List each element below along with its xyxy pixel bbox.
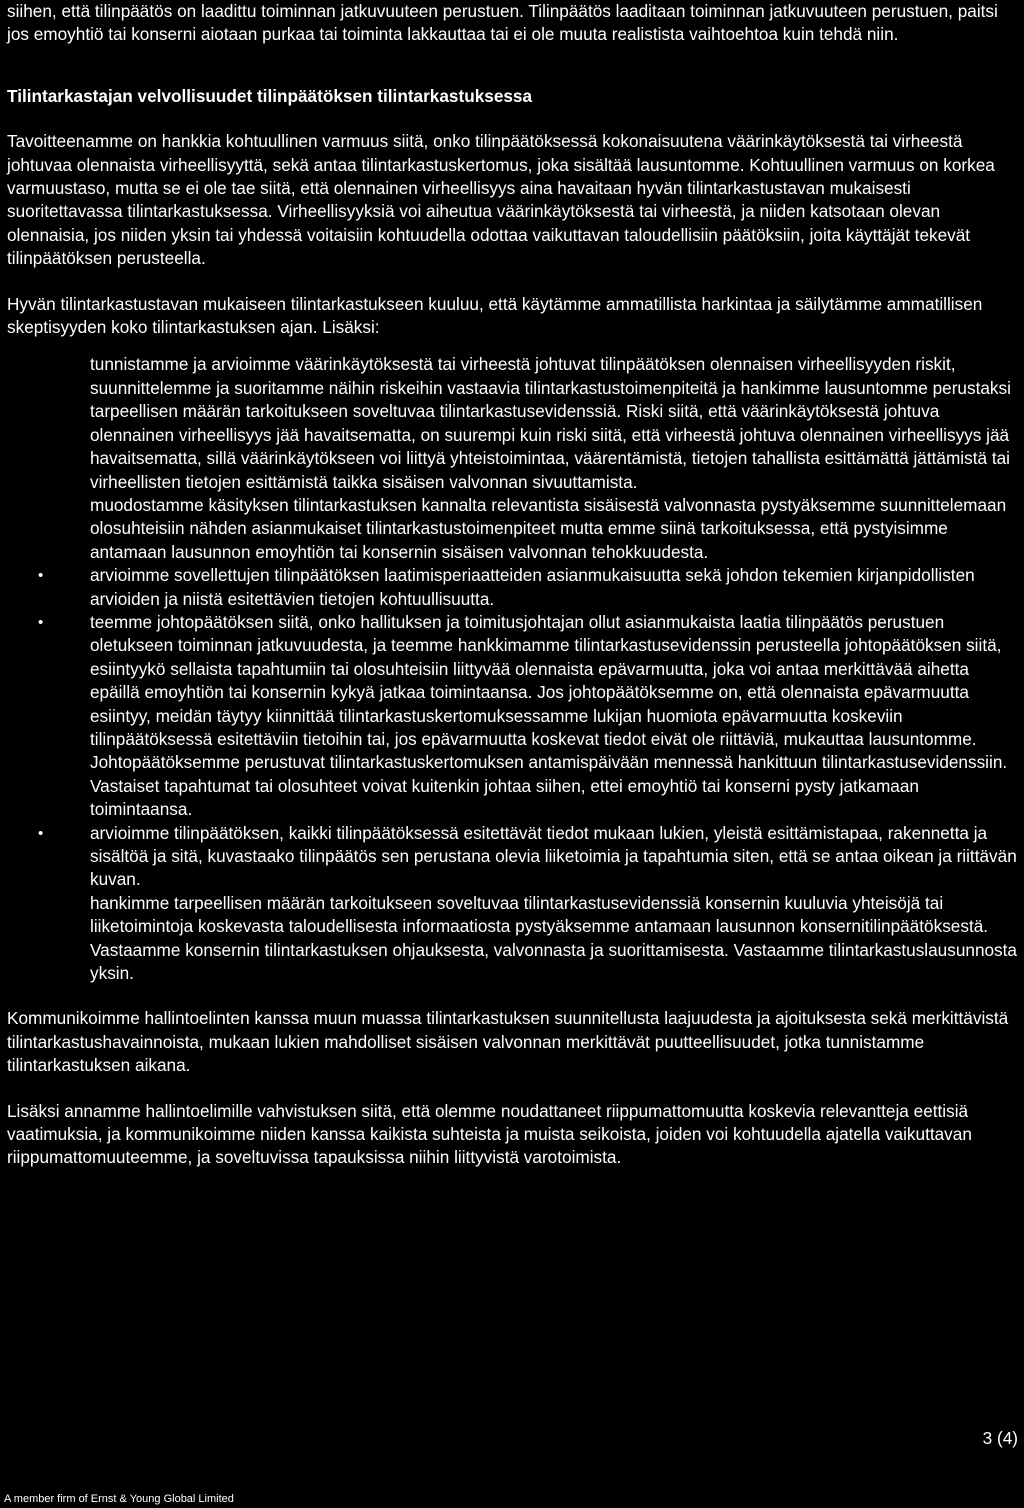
section-heading: Tilintarkastajan velvollisuudet tilinpäätöksen tilintarkastuksessa [7, 85, 533, 106]
paragraph-objective: Tavoitteenamme on hankkia kohtuullinen varmuus siitä, onko tilinpäätöksessä kokonaisuutena väärinkäytöksestä tai virheestä johtuvaa olennaista virheellisyyttä, sekä antaa tilintarkastuskertomus, joka sisältää lausuntomme. Kohtuullinen varmuus on korkea varmuustaso, mutta se ei ole tae siitä, että olennainen virheellisyys aina havaitaan hyvän tilintarkastustavan mukaisesti suoritettavassa tilintarkastuksessa. Virheellisyyksiä voi aiheutua väärinkäytöksestä tai virheestä, ja niiden katsotaan olevan olennaisia, jos niiden yksin tai yhdessä voitaisiin kohtuudella odottaa vaikuttavan taloudellisiin päätöksiin, joita käyttäjät tekevät tilinpäätöksen perusteella. [7, 131, 995, 269]
list-item-text: muodostamme käsityksen tilintarkastuksen kannalta relevantista sisäisestä valvonnasta pystyäksemme suunnittelemaan olosuhteisiin nähden asianmukaiset tilintarkastustoimenpiteet mutta emme siinä tarkoituksessa, että pystyisimme antamaan lausunnon emoyhtiön tai konsernin sisäisen valvonnan tehokkuudesta. [90, 494, 1007, 562]
list-item [7, 611, 1019, 822]
bullet-marker: • [38, 567, 44, 585]
document-page [7, 0, 1019, 1170]
list-item-text: arvioimme tilinpäätöksen, kaikki tilinpäätöksessä esitettävät tiedot mukaan lukien, yleistä esittämistapaa, rakennetta ja sisältöä ja sitä, kuvastaako tilinpäätös sen perustana olevia liiketoimia ja tapahtumia siten, että se antaa oikean ja riittävän kuvan. [90, 822, 1017, 890]
list-item-text: arvioimme sovellettujen tilinpäätöksen laatimisperiaatteiden asianmukaisuutta sekä johdon tekemien kirjanpidollisten arvioiden ja niistä esitettävien tietojen kohtuullisuutta. [90, 565, 975, 609]
list-item-text: hankimme tarpeellisen määrän tarkoitukseen soveltuvaa tilintarkastusevidenssiä konsernin kuuluvia yhteisöjä tai liiketoimintoja koskevasta taloudellisesta informaatiosta pystyäksemme antamaan lausunnon konsernitilinpäätöksestä. Vastaamme konsernin tilintarkastuksen ohjauksesta, valvonnasta ja suorittamisesta. Vastaamme tilintarkastuslausunnosta yksin. [90, 892, 1017, 984]
list-item [7, 494, 1019, 564]
paragraph-audit-approach: Hyvän tilintarkastustavan mukaiseen tilintarkastukseen kuuluu, että käytämme ammatillista harkintaa ja säilytämme ammatillisen skeptisyyden koko tilintarkastuksen ajan. Lisäksi: [7, 293, 983, 338]
list-item [7, 353, 1019, 493]
list-item [7, 564, 1019, 611]
footer-text: A member firm of Ernst & Young Global Limited [4, 1493, 234, 1505]
page-number: 3 (4) [982, 1428, 1018, 1448]
bullet-marker: • [38, 613, 44, 631]
intro-paragraph: siihen, että tilinpäätös on laadittu toiminnan jatkuvuuteen perustuen. Tilinpäätös laaditaan toiminnan jatkuvuuteen perustuen, paitsi jos emoyhtiö tai konserni aiotaan purkaa tai toiminta lakkauttaa tai ei ole muuta realistista vaihtoehtoa kuin tehdä niin. [7, 1, 998, 45]
paragraph-communication: Kommunikoimme hallintoelinten kanssa muun muassa tilintarkastuksen suunnitellusta laajuudesta ja ajoituksesta sekä merkittävistä tilintarkastushavainnoista, mukaan lukien mahdolliset sisäisen valvonnan merkittävät puutteellisuudet, jotka tunnistamme tilintarkastuksen aikana. [7, 1008, 1009, 1076]
list-item [7, 822, 1019, 892]
list-item [7, 892, 1019, 986]
list-item-text: teemme johtopäätöksen siitä, onko hallituksen ja toimitusjohtajan ollut asianmukaista laatia tilinpäätös perustuen oletukseen toiminnan jatkuvuudesta, ja teemme hankkimamme tilintarkastusevidenssin perusteella johtopäätöksen siitä, esiintyykö sellaista tapahtumiin tai olosuhteisiin liittyvää olennaista epävarmuutta, joka voi antaa merkittävää aihetta epäillä emoyhtiön tai konsernin kykyä jatkaa toimintaansa. Jos johtopäätöksemme on, että olennaista epävarmuutta esiintyy, meidän täytyy kiinnittää tilintarkastuskertomuksessamme lukijan huomiota epävarmuutta koskeviin tilinpäätöksessä esitettäviin tietoihin tai, jos epävarmuutta koskevat tiedot eivät ole riittäviä, mukauttaa lausuntomme. Johtopäätöksemme perustuvat tilintarkastuskertomuksen antamispäivään mennessä hankittuun tilintarkastusevidenssiin. Vastaiset tapahtumat tai olosuhteet voivat kuitenkin johtaa siihen, ettei emoyhtiö tai konserni pysty jatkamaan toimintaansa. [90, 611, 1008, 820]
list-item-text: tunnistamme ja arvioimme väärinkäytöksestä tai virheestä johtuvat tilinpäätöksen olennaisen virheellisyyden riskit, suunnittelemme ja suoritamme näihin riskeihin vastaavia tilintarkastustoimenpiteitä ja hankimme lausuntomme perustaksi tarpeellisen määrän tarkoitukseen soveltuvaa tilintarkastusevidenssiä. Riski siitä, että väärinkäytöksestä johtuva olennainen virheellisyys jää havaitsematta, on suurempi kuin riski siitä, että virheestä johtuva olennainen virheellisyys jää havaitsematta, sillä väärinkäytökseen voi liittyä yhteistoimintaa, väärentämistä, tietojen tahallista esittämättä jättämistä tai virheellisten tietojen esittämistä taikka sisäisen valvonnan sivuuttamista. [90, 354, 1011, 492]
audit-procedures-list [7, 353, 1019, 985]
paragraph-independence: Lisäksi annamme hallintoelimille vahvistuksen siitä, että olemme noudattaneet riippumattomuutta koskevia relevantteja eettisiä vaatimuksia, ja kommunikoimme niiden kanssa kaikista suhteista ja muista seikoista, joiden voi kohtuudella ajatella vaikuttavan riippumattomuuteemme, ja soveltuvissa tapauksissa niihin liittyvistä varotoimista. [7, 1100, 972, 1168]
bullet-marker: • [38, 824, 44, 842]
